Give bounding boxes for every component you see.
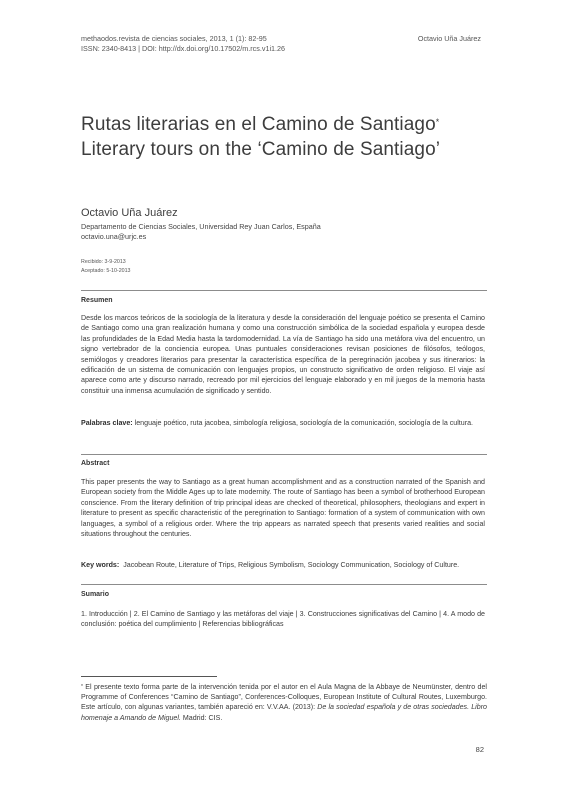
section-divider [81, 584, 487, 585]
palabras-clave [81, 418, 485, 428]
sumario-heading: Sumario [81, 591, 110, 598]
footnote-book-title: De la sociedad española y de otras sociedades. Libro homenaje a Amando de Miguel. [81, 703, 487, 722]
resumen-heading: Resumen [81, 297, 113, 304]
footnote [81, 682, 487, 723]
title-spanish [81, 113, 439, 137]
abstract-text: This paper presents the way to Santiago as a great human accomplishment and as a construction narrated of the Spanish and European society from the Middle Ages up to late modernity. The route of Santiago has been a symbol of brotherhood European conscience. From the literary definition of trip principal ideas are checked of theoretical, philosophers, theologians and expert in literature to present as specific characteristic of the peregrination to Santiago: formation of a system of communication with own languages, a symbol of a religious order. Where the trip appears as narrated speech that presents varied realities and social situations throughout the centuries. [81, 478, 485, 539]
palabras-clave-label: Palabras clave: [81, 419, 133, 427]
footnote-divider [81, 676, 217, 677]
keywords-text: Jacobean Route, Literature of Trips, Religious Symbolism, Sociology Communication, Sociology of Culture. [123, 561, 460, 569]
palabras-clave-text: lenguaje poético, ruta jacobea, simbología religiosa, sociología de la comunicación, sociología de la cultura. [134, 419, 473, 427]
author-email[interactable]: octavio.una@urjc.es [81, 232, 147, 241]
title-footnote-mark[interactable]: * [435, 117, 440, 127]
author-name: Octavio Uña Juárez [81, 207, 178, 219]
accepted-date: Aceptado: 5-10-2013 [81, 268, 131, 274]
resumen-text: Desde los marcos teóricos de la sociología de la literatura y desde la consideración del lenguaje poético se presenta el Camino de Santiago como una gran realización humana y como una construcción simbólica de la sociedad española y europea desde las profundidades de la Edad Media hasta la tardomodernidad. La vía de Santiago ha sido una metáfora viva del encuentro, un signo vertebrador de la conciencia europea. Unas puntuales consideraciones revisan posiciones de filósofos, teólogos, semiólogos y creadores literarios para presentar la característica específica de la peregrinación jacobea y sus itinerarios: la edificación de un sistema de comunicación con lenguajes propios, un constructo significativo de orden religioso. El viaje así aparece como arte y discurso narrado, recreado por mil ejercicios del lenguaje elaborado y en mil juegos de la memoria hasta constituir una inmensa acumulación de significado y sentido. [81, 314, 485, 395]
sumario-text: 1. Introducción | 2. El Camino de Santiago y las metáforas del viaje | 3. Construcciones significativas del Camino | 4. A modo de conclusión: poética del cumplimiento | Referencias bibliográficas [81, 610, 485, 629]
footnote-mark: * [81, 684, 83, 690]
abstract-heading: Abstract [81, 460, 110, 467]
footnote-text: El presente texto forma parte de la intervención tenida por el autor en el Aula Magna de la Abbaye de Neumünster, dentro del Programme of Conferences “Camino de Santiago”, Conferences-Colloques, European Institute of Cultural Routes, Luxemburgo. Este artículo, con algunas variantes, también apareció en: V.V.AA. (2013): [81, 683, 487, 712]
section-divider [81, 290, 487, 291]
journal-citation: methaodos.revista de ciencias sociales, 2013, 1 (1): 82-95 [81, 34, 267, 43]
issn-doi-line: ISSN: 2340-8413 | DOI: http://dx.doi.org/10.17502/m.rcs.v1i1.26 [81, 44, 286, 53]
title-spanish-text: Rutas literarias en el Camino de Santiago [81, 114, 436, 135]
journal-header [81, 34, 285, 54]
section-divider [81, 454, 487, 455]
title-english: Literary tours on the ‘Camino de Santiago’ [81, 139, 441, 160]
received-date: Recibido: 3-9-2013 [81, 259, 126, 265]
footnote-publisher: Madrid: CIS. [182, 713, 223, 722]
keywords [81, 560, 485, 570]
page-number: 82 [475, 745, 484, 754]
author-affiliation: Departamento de Ciencias Sociales, Universidad Rey Juan Carlos, España [81, 222, 321, 231]
running-author: Octavio Uña Juárez [417, 34, 481, 43]
keywords-label: Key words: [81, 561, 120, 569]
